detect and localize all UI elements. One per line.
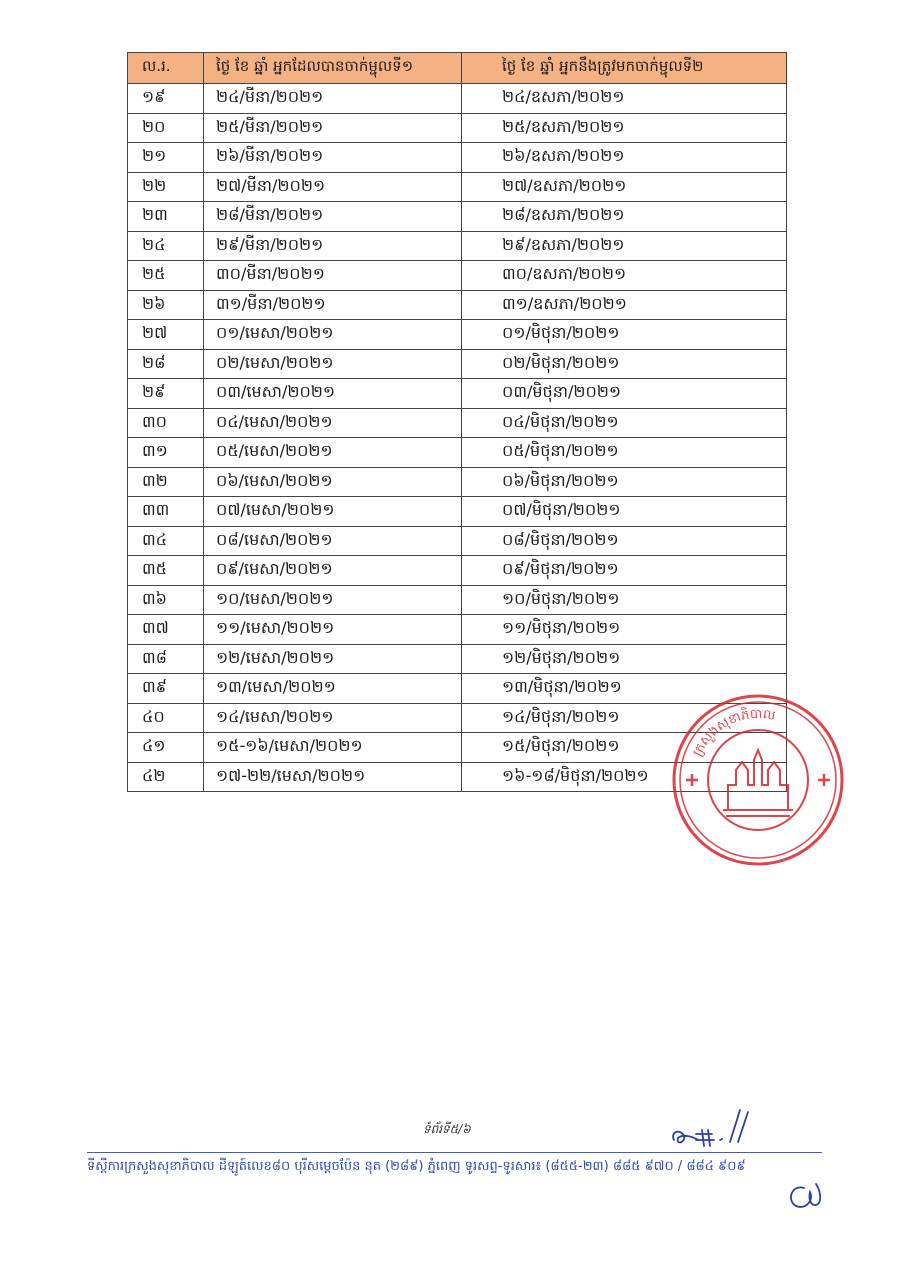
second-dose-date: ២៥/ឧសភា/២០២១ (462, 113, 787, 143)
first-dose-date: ២៩/មីនា/២០២១ (204, 231, 462, 261)
row-number: ៣១ (128, 438, 204, 468)
header-number: ល.រ. (128, 53, 204, 84)
second-dose-date: ៣១/ឧសភា/២០២១ (462, 290, 787, 320)
first-dose-date: ០២/មេសា/២០២១ (204, 349, 462, 379)
table-row (128, 467, 787, 497)
table-row (128, 585, 787, 615)
second-dose-date: ១៤/មិថុនា/២០២១ (462, 703, 787, 733)
first-dose-date: ០៤/មេសា/២០២១ (204, 408, 462, 438)
first-dose-date: ០៩/មេសា/២០២១ (204, 556, 462, 586)
second-dose-date: ១២/មិថុនា/២០២១ (462, 644, 787, 674)
row-number: ២៣ (128, 202, 204, 232)
table-row (128, 644, 787, 674)
row-number: ២១ (128, 143, 204, 173)
row-number: ៣០ (128, 408, 204, 438)
second-dose-date: ២៩/ឧសភា/២០២១ (462, 231, 787, 261)
table-row (128, 438, 787, 468)
first-dose-date: ២៥/មីនា/២០២១ (204, 113, 462, 143)
row-number: ៣៣ (128, 497, 204, 527)
row-number: ២៧ (128, 320, 204, 350)
row-number: ២២ (128, 172, 204, 202)
first-dose-date: ១២/មេសា/២០២១ (204, 644, 462, 674)
first-dose-date: ០៦/មេសា/២០២១ (204, 467, 462, 497)
row-number: ២៤ (128, 231, 204, 261)
row-number: ៣៧ (128, 615, 204, 645)
second-dose-date: ២៦/ឧសភា/២០២១ (462, 143, 787, 173)
row-number: ២៥ (128, 261, 204, 291)
row-number: ៤១ (128, 733, 204, 763)
second-dose-date: ១០/មិថុនា/២០២១ (462, 585, 787, 615)
second-dose-date: ០៣/មិថុនា/២០២១ (462, 379, 787, 409)
second-dose-date: ២៤/ឧសភា/២០២១ (462, 84, 787, 114)
header-first-dose-date: ថ្ងៃ ខែ ឆ្នាំ អ្នកដែលបានចាក់ម្ជុលទី១ (204, 53, 462, 84)
first-dose-date: ២៤/មីនា/២០២១ (204, 84, 462, 114)
initials-mark (784, 1178, 826, 1212)
row-number: ២៦ (128, 290, 204, 320)
first-dose-date: ១៥-១៦/មេសា/២០២១ (204, 733, 462, 763)
header-second-dose-date: ថ្ងៃ ខែ ឆ្នាំ អ្នកនឹងត្រូវមកចាក់ម្ជុលទី២ (462, 53, 787, 84)
row-number: ១៩ (128, 84, 204, 114)
first-dose-date: ៣០/មីនា/២០២១ (204, 261, 462, 291)
table-row (128, 379, 787, 409)
row-number: ៤២ (128, 762, 204, 792)
second-dose-date: ១៦-១៨/មិថុនា/២០២១ (462, 762, 787, 792)
table-row (128, 231, 787, 261)
table-row (128, 556, 787, 586)
table-row (128, 143, 787, 173)
first-dose-date: ២៧/មីនា/២០២១ (204, 172, 462, 202)
second-dose-date: ០២/មិថុនា/២០២១ (462, 349, 787, 379)
row-number: ២០ (128, 113, 204, 143)
table-row (128, 615, 787, 645)
row-number: ៣៩ (128, 674, 204, 704)
second-dose-date: ០៥/មិថុនា/២០២១ (462, 438, 787, 468)
row-number: ៣៤ (128, 526, 204, 556)
second-dose-date: ៣០/ឧសភា/២០២១ (462, 261, 787, 291)
row-number: ៤០ (128, 703, 204, 733)
footer-address: ទីស្តីការក្រសួងសុខាភិបាល ដីឡូត៍លេខ៨០ បុរីសម្តេចប៉ែន នុត (២៨៩) ភ្នំពេញ ទូរសព្ទ-ទូរសារ៖ (៨៥៥-២៣) ៨៨៥ ៩៧០ / ៨៨៤ ៩០៩ (87, 1159, 746, 1174)
table-row (128, 113, 787, 143)
second-dose-date: ២៨/ឧសភា/២០២១ (462, 202, 787, 232)
row-number: ២៨ (128, 349, 204, 379)
first-dose-date: ១៧-២២/មេសា/២០២១ (204, 762, 462, 792)
page-number: ទំព័រទី៥/៦ (423, 1122, 471, 1136)
table-row (128, 202, 787, 232)
first-dose-date: ៣១/មីនា/២០២១ (204, 290, 462, 320)
second-dose-date: ១៣/មិថុនា/២០២១ (462, 674, 787, 704)
second-dose-date: ០៤/មិថុនា/២០២១ (462, 408, 787, 438)
ministry-seal-stamp (668, 690, 848, 870)
first-dose-date: ០៣/មេសា/២០២១ (204, 379, 462, 409)
second-dose-date: ០៧/មិថុនា/២០២១ (462, 497, 787, 527)
table-row (128, 84, 787, 114)
first-dose-date: ១៣/មេសា/២០២១ (204, 674, 462, 704)
table-row (128, 172, 787, 202)
row-number: ៣៥ (128, 556, 204, 586)
first-dose-date: ០១/មេសា/២០២១ (204, 320, 462, 350)
row-number: ៣៦ (128, 585, 204, 615)
signature (668, 1106, 768, 1150)
second-dose-date: ០៩/មិថុនា/២០២១ (462, 556, 787, 586)
table-row (128, 320, 787, 350)
table-row (128, 497, 787, 527)
second-dose-date: ០១/មិថុនា/២០២១ (462, 320, 787, 350)
footer-divider (87, 1152, 822, 1153)
first-dose-date: ០៧/មេសា/២០២១ (204, 497, 462, 527)
second-dose-date: ០៨/មិថុនា/២០២១ (462, 526, 787, 556)
first-dose-date: ០៨/មេសា/២០២១ (204, 526, 462, 556)
table-row (128, 408, 787, 438)
first-dose-date: ២៨/មីនា/២០២១ (204, 202, 462, 232)
second-dose-date: ១១/មិថុនា/២០២១ (462, 615, 787, 645)
first-dose-date: ១០/មេសា/២០២១ (204, 585, 462, 615)
table-body (128, 84, 787, 792)
table-row (128, 261, 787, 291)
first-dose-date: ២៦/មីនា/២០២១ (204, 143, 462, 173)
table-row (128, 349, 787, 379)
vaccination-schedule-table (127, 52, 786, 792)
second-dose-date: ០៦/មិថុនា/២០២១ (462, 467, 787, 497)
row-number: ២៩ (128, 379, 204, 409)
row-number: ៣៨ (128, 644, 204, 674)
first-dose-date: ១១/មេសា/២០២១ (204, 615, 462, 645)
row-number: ៣២ (128, 467, 204, 497)
table-row (128, 290, 787, 320)
first-dose-date: ១៤/មេសា/២០២១ (204, 703, 462, 733)
table-row (128, 526, 787, 556)
second-dose-date: ២៧/ឧសភា/២០២១ (462, 172, 787, 202)
second-dose-date: ១៥/មិថុនា/២០២១ (462, 733, 787, 763)
table-header-row (128, 53, 787, 84)
first-dose-date: ០៥/មេសា/២០២១ (204, 438, 462, 468)
schedule-table (127, 52, 787, 792)
svg-text:ក្រសួងសុខាភិបាល: ក្រសួងសុខាភិបាល (690, 706, 777, 759)
